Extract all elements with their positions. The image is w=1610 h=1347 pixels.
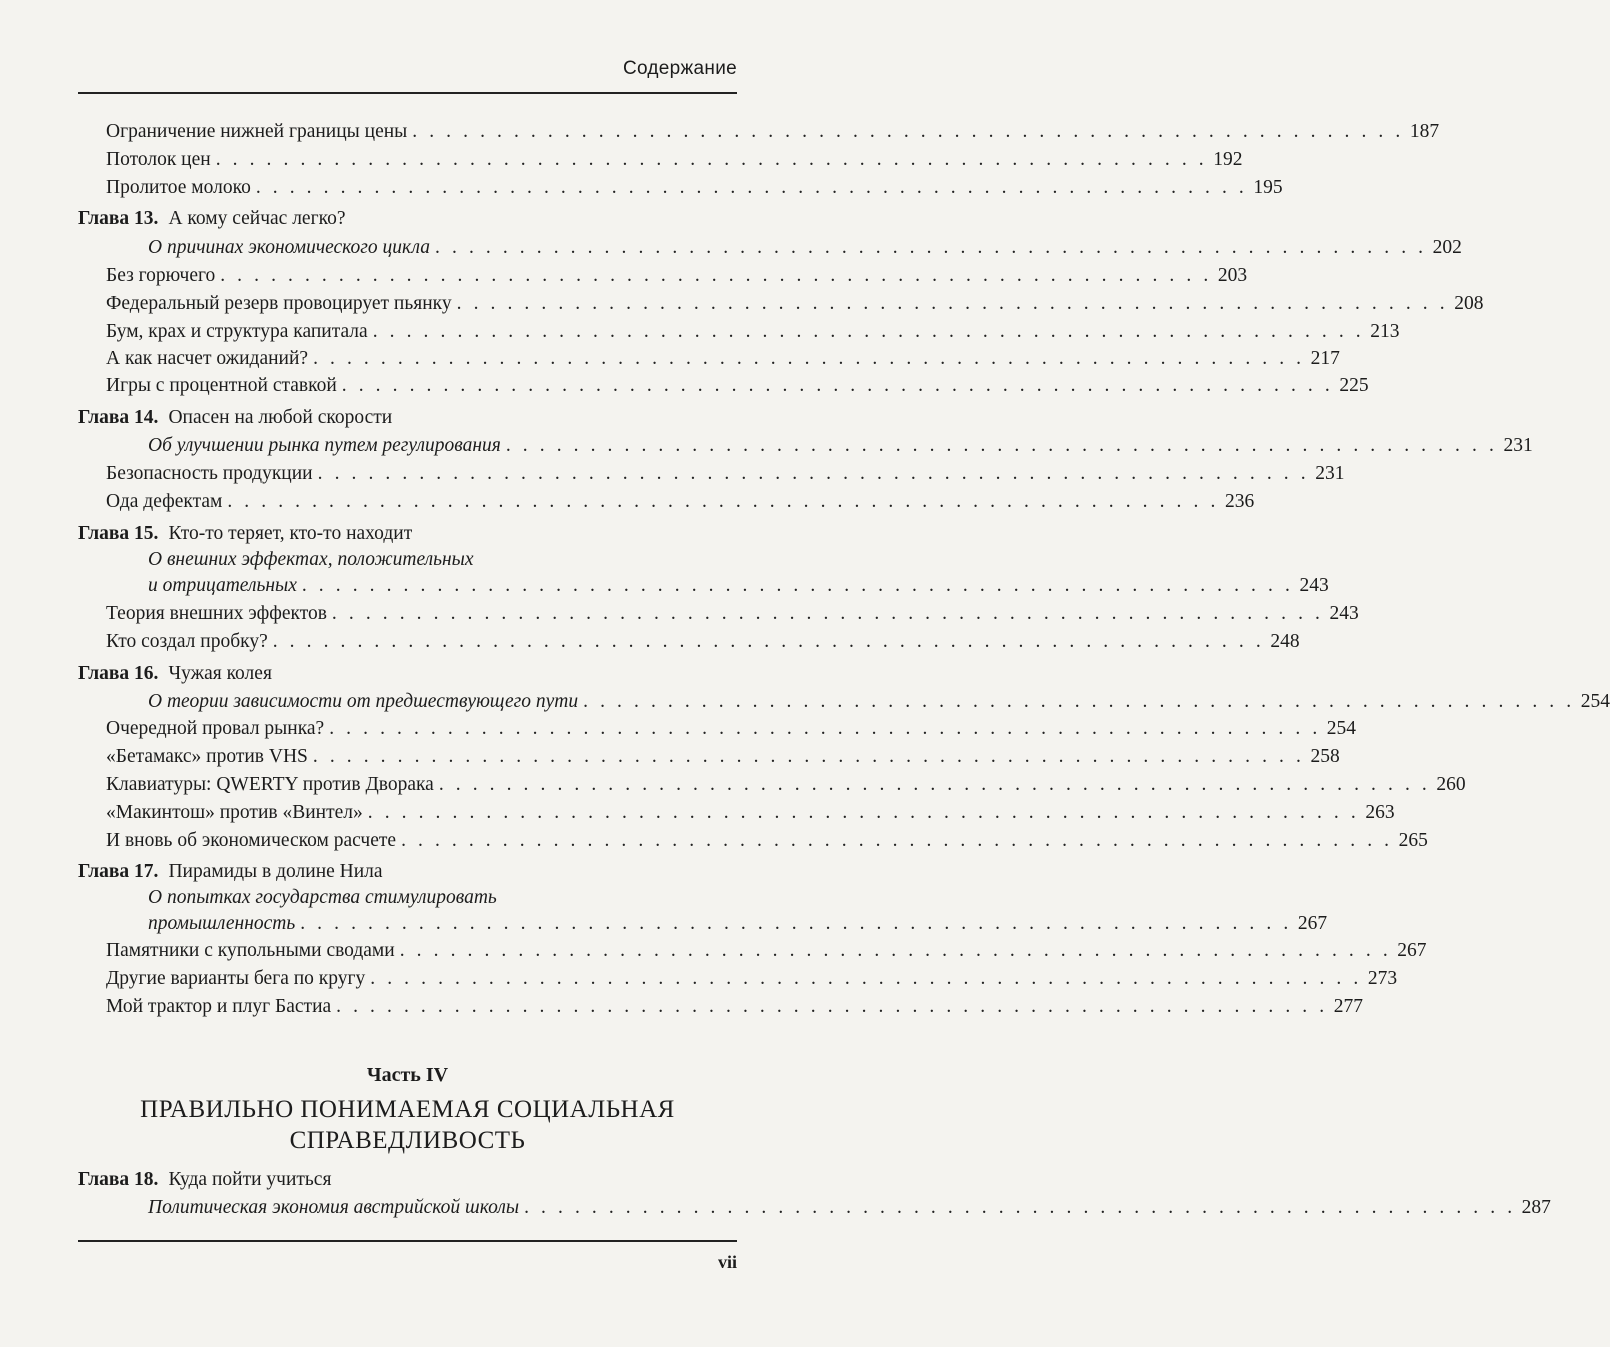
entry-page: 231: [1315, 463, 1345, 484]
entry-page: 202: [1432, 237, 1462, 258]
entry-title: О причинах экономического цикла: [148, 237, 431, 258]
entry-page: 260: [1436, 774, 1466, 795]
entry-page: 192: [1213, 149, 1243, 170]
chapter-title: А кому сейчас легко?: [168, 208, 346, 229]
entry-title: Игры с процентной ставкой: [106, 375, 337, 396]
entry-title: и отрицательных: [148, 575, 297, 596]
toc-entry-subtitle[interactable]: [148, 432, 1533, 460]
entry-page: 225: [1339, 375, 1369, 396]
toc-entry[interactable]: [106, 118, 1440, 146]
chapter-title: Пирамиды в долине Нила: [168, 861, 383, 882]
chapter-title: Чужая колея: [168, 663, 272, 684]
entry-title: Безопасность продукции: [106, 463, 313, 484]
toc-entry[interactable]: [106, 146, 1243, 174]
toc-entry[interactable]: [106, 937, 1427, 965]
toc-entry[interactable]: [106, 600, 1359, 628]
entry-title: Клавиатуры: QWERTY против Дворака: [106, 774, 434, 795]
toc-entry[interactable]: [106, 460, 1345, 488]
toc-entry-subtitle[interactable]: [148, 572, 1329, 600]
dot-leader: . . . . . . . . . . . . . . . . . . . . . . . . . . . . . . . . . . . . . . . . . . . . . . . . . . . . . . . . . . .: [367, 802, 1360, 823]
entry-title: Памятники с купольными сводами: [106, 940, 395, 961]
toc-entry-subtitle[interactable]: [148, 910, 1328, 938]
entry-page: 236: [1224, 491, 1255, 512]
entry-page: 203: [1217, 265, 1248, 286]
dot-leader: . . . . . . . . . . . . . . . . . . . . . . . . . . . . . . . . . . . . . . . . . . . . . . . . . . . . . . . . . . .: [313, 348, 1305, 369]
chapter-heading[interactable]: [78, 520, 412, 548]
dot-leader: . . . . . . . . . . . . . . . . . . . . . . . . . . . . . . . . . . . . . . . . . . . . . . . . . . . . . . . . . . .: [272, 631, 1265, 652]
toc-entry[interactable]: [106, 262, 1248, 290]
dot-leader: . . . . . . . . . . . . . . . . . . . . . . . . . . . . . . . . . . . . . . . . . . . . . . . . . . . . . . . . . . .: [372, 321, 1365, 342]
entry-page: 254: [1580, 691, 1610, 712]
entry-page: 287: [1521, 1197, 1551, 1218]
toc-entry[interactable]: [106, 799, 1395, 827]
entry-title: А как насчет ожиданий?: [106, 348, 309, 369]
toc-entry[interactable]: [106, 965, 1398, 993]
dot-leader: . . . . . . . . . . . . . . . . . . . . . . . . . . . . . . . . . . . . . . . . . . . . . . . . . . . . . . . . . . .: [301, 575, 1294, 596]
chapter-subtitle-line: О попытках государства стимулировать: [148, 887, 497, 908]
entry-title: Без горючего: [106, 265, 216, 286]
entry-title: Очередной провал рынка?: [106, 718, 325, 739]
chapter-heading[interactable]: [78, 404, 392, 432]
dot-leader: . . . . . . . . . . . . . . . . . . . . . . . . . . . . . . . . . . . . . . . . . . . . . . . . . . . . . . . . . . .: [300, 913, 1292, 934]
dot-leader: . . . . . . . . . . . . . . . . . . . . . . . . . . . . . . . . . . . . . . . . . . . . . . . . . . . . . . . . . . .: [227, 491, 1219, 512]
toc-entry[interactable]: [106, 372, 1369, 400]
entry-page: 273: [1367, 968, 1398, 989]
chapter-title: Кто-то теряет, кто-то находит: [168, 523, 413, 544]
entry-page: 231: [1503, 435, 1533, 456]
dot-leader: . . . . . . . . . . . . . . . . . . . . . . . . . . . . . . . . . . . . . . . . . . . . . . . . . . . . . . . . . . .: [312, 746, 1305, 767]
entry-page: 195: [1253, 177, 1283, 198]
chapter-heading[interactable]: [78, 660, 272, 688]
dot-leader: . . . . . . . . . . . . . . . . . . . . . . . . . . . . . . . . . . . . . . . . . . . . . . . . . . . . . . . . . . .: [524, 1197, 1516, 1218]
entry-title: Потолок цен: [106, 149, 211, 170]
dot-leader: . . . . . . . . . . . . . . . . . . . . . . . . . . . . . . . . . . . . . . . . . . . . . . . . . . . . . . . . . . .: [329, 718, 1321, 739]
dot-leader: . . . . . . . . . . . . . . . . . . . . . . . . . . . . . . . . . . . . . . . . . . . . . . . . . . . . . . . . . . .: [336, 996, 1328, 1017]
chapter-heading[interactable]: [78, 1166, 331, 1194]
toc-entry[interactable]: [106, 174, 1283, 202]
chapter-label: Глава 16.: [78, 663, 159, 684]
entry-page: 243: [1329, 603, 1359, 624]
toc-entry[interactable]: [106, 715, 1357, 743]
chapter-label: Глава 17.: [78, 861, 159, 882]
entry-page: 243: [1299, 575, 1329, 596]
chapter-label: Глава 18.: [78, 1169, 159, 1190]
chapter-title: Куда пойти учиться: [168, 1169, 332, 1190]
dot-leader: . . . . . . . . . . . . . . . . . . . . . . . . . . . . . . . . . . . . . . . . . . . . . . . . . . . . . . . . . . .: [215, 149, 1208, 170]
entry-page: 277: [1333, 996, 1363, 1017]
dot-leader: . . . . . . . . . . . . . . . . . . . . . . . . . . . . . . . . . . . . . . . . . . . . . . . . . . . . . . . . . . .: [317, 463, 1310, 484]
toc-entry[interactable]: [106, 771, 1466, 799]
entry-title: О теории зависимости от предшествующего пути: [148, 691, 579, 712]
part-title-line: СПРАВЕДЛИВОСТЬ: [289, 1127, 526, 1154]
entry-page: 217: [1310, 348, 1340, 369]
toc-entry-subtitle[interactable]: [148, 1194, 1551, 1222]
chapter-heading[interactable]: [78, 858, 383, 886]
entry-title: Теория внешних эффектов: [106, 603, 327, 624]
running-head: Содержание: [622, 58, 737, 79]
entry-title: Бум, крах и структура капитала: [106, 321, 368, 342]
toc-entry[interactable]: [106, 488, 1255, 516]
chapter-label: Глава 13.: [78, 208, 159, 229]
chapter-subtitle-line: О внешних эффектах, положительных: [148, 549, 474, 570]
toc-entry[interactable]: [106, 993, 1363, 1021]
dot-leader: . . . . . . . . . . . . . . . . . . . . . . . . . . . . . . . . . . . . . . . . . . . . . . . . . . . . . . . . . . .: [399, 940, 1392, 961]
toc-entry[interactable]: [106, 628, 1300, 656]
dot-leader: . . . . . . . . . . . . . . . . . . . . . . . . . . . . . . . . . . . . . . . . . . . . . . . . . . . . . . . . . . .: [401, 830, 1393, 851]
entry-title: Кто создал пробку?: [106, 631, 268, 652]
toc-entry-subtitle[interactable]: [148, 234, 1462, 262]
toc-entry[interactable]: [106, 345, 1340, 373]
toc-entry[interactable]: [106, 827, 1428, 855]
entry-page: 213: [1370, 321, 1400, 342]
part-title[interactable]: [78, 1094, 737, 1156]
entry-title: Ограничение нижней границы цены: [106, 121, 408, 142]
chapter-label: Глава 15.: [78, 523, 159, 544]
dot-leader: . . . . . . . . . . . . . . . . . . . . . . . . . . . . . . . . . . . . . . . . . . . . . . . . . . . . . . . . . . .: [370, 968, 1362, 989]
toc-entry[interactable]: [106, 290, 1484, 318]
part-label: Часть IV: [366, 1064, 449, 1086]
entry-title: Федеральный резерв провоцирует пьянку: [106, 293, 452, 314]
entry-page: 248: [1270, 631, 1300, 652]
footer-rule: [78, 1240, 737, 1242]
entry-page: 258: [1310, 746, 1340, 767]
toc-entry[interactable]: [106, 743, 1340, 771]
entry-title: Ода дефектам: [106, 491, 223, 512]
page-number: vii: [717, 1252, 737, 1272]
entry-page: 267: [1397, 940, 1427, 961]
dot-leader: . . . . . . . . . . . . . . . . . . . . . . . . . . . . . . . . . . . . . . . . . . . . . . . . . . . . . . . . . . .: [220, 265, 1212, 286]
header-rule: [78, 92, 737, 94]
dot-leader: . . . . . . . . . . . . . . . . . . . . . . . . . . . . . . . . . . . . . . . . . . . . . . . . . . . . . . . . . . .: [255, 177, 1248, 198]
dot-leader: . . . . . . . . . . . . . . . . . . . . . . . . . . . . . . . . . . . . . . . . . . . . . . . . . . . . . . . . . . .: [412, 121, 1404, 142]
dot-leader: . . . . . . . . . . . . . . . . . . . . . . . . . . . . . . . . . . . . . . . . . . . . . . . . . . . . . . . . . . .: [435, 237, 1427, 258]
dot-leader: . . . . . . . . . . . . . . . . . . . . . . . . . . . . . . . . . . . . . . . . . . . . . . . . . . . . . . . . . . .: [505, 435, 1498, 456]
entry-title: Об улучшении рынка путем регулирования: [148, 435, 501, 456]
entry-title: Другие варианты бега по кругу: [106, 968, 366, 989]
dot-leader: . . . . . . . . . . . . . . . . . . . . . . . . . . . . . . . . . . . . . . . . . . . . . . . . . . . . . . . . . . .: [438, 774, 1431, 795]
dot-leader: . . . . . . . . . . . . . . . . . . . . . . . . . . . . . . . . . . . . . . . . . . . . . . . . . . . . . . . . . . .: [331, 603, 1324, 624]
dot-leader: . . . . . . . . . . . . . . . . . . . . . . . . . . . . . . . . . . . . . . . . . . . . . . . . . . . . . . . . . . .: [583, 691, 1575, 712]
entry-title: Политическая экономия австрийской школы: [148, 1197, 520, 1218]
entry-page: 208: [1454, 293, 1484, 314]
entry-page: 267: [1297, 913, 1328, 934]
entry-title: промышленность: [148, 913, 296, 934]
chapter-label: Глава 14.: [78, 407, 159, 428]
entry-title: «Бетамакс» против VHS: [106, 746, 308, 767]
chapter-heading[interactable]: [78, 205, 345, 233]
entry-title: И вновь об экономическом расчете: [106, 830, 397, 851]
dot-leader: . . . . . . . . . . . . . . . . . . . . . . . . . . . . . . . . . . . . . . . . . . . . . . . . . . . . . . . . . . .: [456, 293, 1449, 314]
entry-title: Пролитое молоко: [106, 177, 251, 198]
dot-leader: . . . . . . . . . . . . . . . . . . . . . . . . . . . . . . . . . . . . . . . . . . . . . . . . . . . . . . . . . . .: [341, 375, 1334, 396]
toc-entry[interactable]: [106, 318, 1400, 346]
entry-page: 265: [1398, 830, 1428, 851]
part-title-line: ПРАВИЛЬНО ПОНИМАЕМАЯ СОЦИАЛЬНАЯ: [140, 1096, 675, 1123]
entry-page: 263: [1365, 802, 1395, 823]
entry-title: Мой трактор и плуг Бастиа: [106, 996, 332, 1017]
toc-entry-subtitle[interactable]: [148, 688, 1610, 716]
chapter-title: Опасен на любой скорости: [168, 407, 393, 428]
entry-page: 187: [1409, 121, 1440, 142]
entry-title: «Макинтош» против «Винтел»: [106, 802, 363, 823]
entry-page: 254: [1326, 718, 1357, 739]
